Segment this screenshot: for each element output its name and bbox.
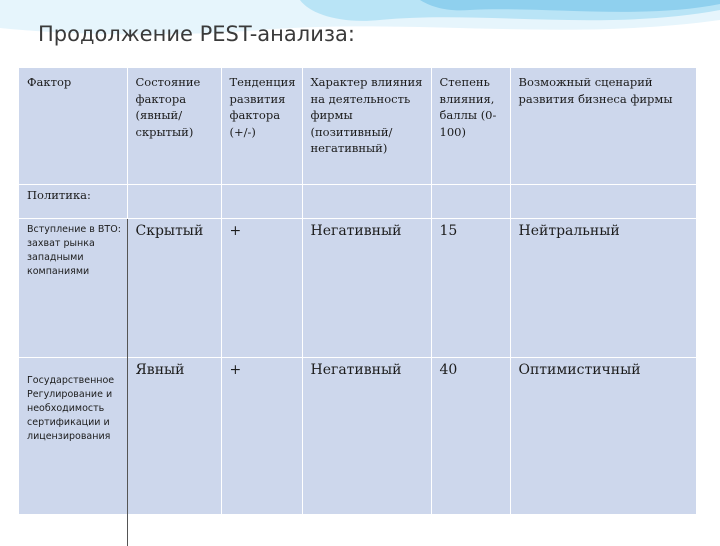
header-trend: Тенденция развития фактора (+/-) xyxy=(221,68,302,185)
scenario-cell: Оптимистичный xyxy=(510,358,696,546)
factor-cell: Вступление в ВТО: захват рынка западными компаниями xyxy=(19,219,127,358)
section-cell xyxy=(510,185,696,219)
trend-cell: + xyxy=(221,219,302,358)
section-row xyxy=(19,185,696,219)
scenario-cell: Нейтральный xyxy=(510,219,696,358)
section-cell xyxy=(221,185,302,219)
table-row xyxy=(19,358,696,546)
influence-cell: Негативный xyxy=(302,358,431,546)
table-header-row xyxy=(19,68,696,185)
slide-title: Продолжение PEST-анализа: xyxy=(38,22,355,46)
pest-table xyxy=(19,68,696,514)
header-influence: Характер влияния на деятельность фирмы (позитивный/негативный) xyxy=(302,68,431,185)
header-scenario: Возможный сценарий развития бизнеса фирмы xyxy=(510,68,696,185)
section-cell xyxy=(431,185,510,219)
header-state: Состояние фактора (явный/скрытый) xyxy=(127,68,221,185)
state-cell: Скрытый xyxy=(127,219,221,358)
section-cell xyxy=(302,185,431,219)
influence-cell: Негативный xyxy=(302,219,431,358)
factor-cell: Государственное Регулирование и необходимость сертификации и лицензирования xyxy=(19,358,127,546)
state-cell: Явный xyxy=(127,358,221,546)
header-degree: Степень влияния, баллы (0-100) xyxy=(431,68,510,185)
section-cell xyxy=(127,185,221,219)
degree-cell: 40 xyxy=(431,358,510,546)
trend-cell: + xyxy=(221,358,302,546)
header-factor: Фактор xyxy=(19,68,127,185)
degree-cell: 15 xyxy=(431,219,510,358)
section-label: Политика: xyxy=(19,185,127,219)
table-row xyxy=(19,219,696,358)
